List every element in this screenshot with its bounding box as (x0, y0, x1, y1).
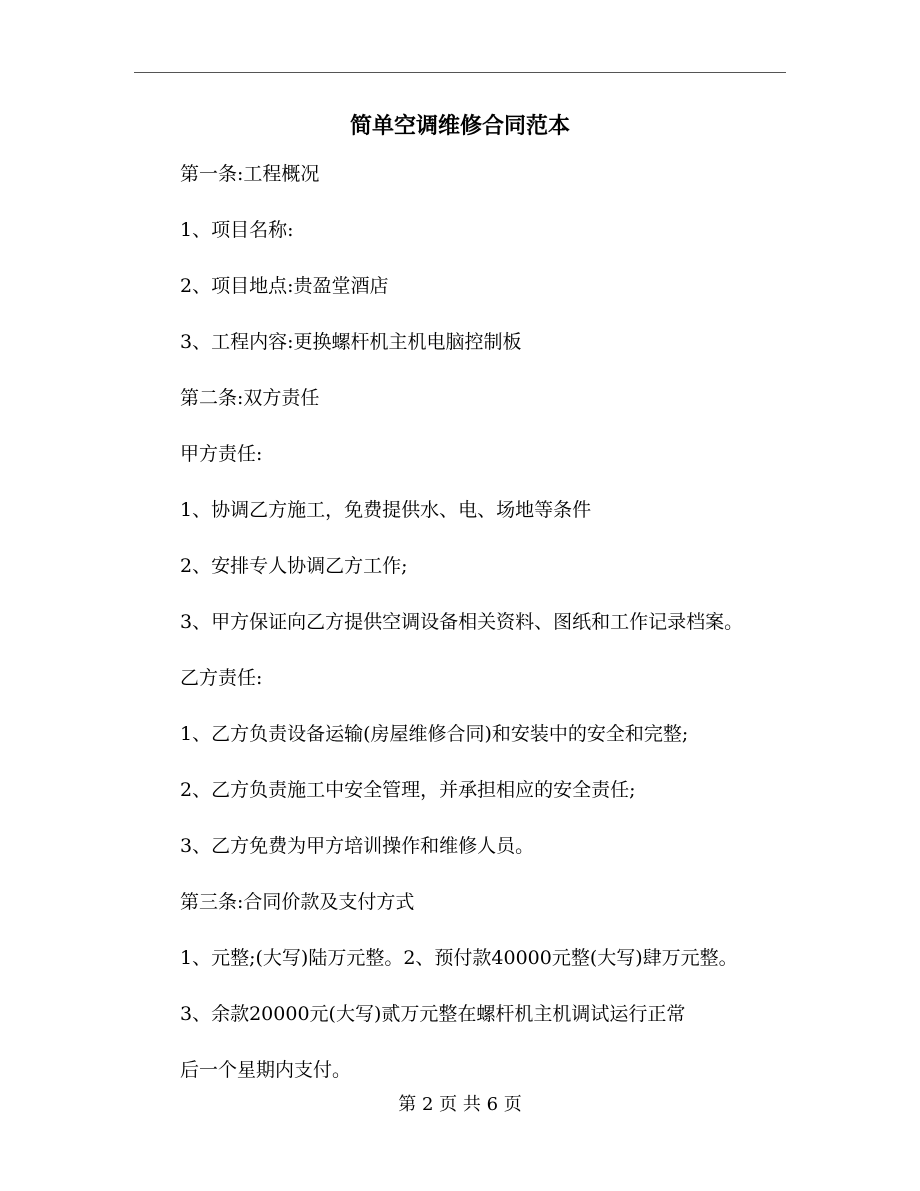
paragraph-line: 2、乙方负责施工中安全管理，并承担相应的安全责任; (180, 779, 636, 801)
section-heading-3: 第三条:合同价款及支付方式 (180, 891, 415, 913)
section-heading-2: 第二条:双方责任 (180, 387, 320, 409)
paragraph-line: 1、元整;(大写)陆万元整。2、预付款40000元整(大写)肆万元整。 (180, 947, 738, 969)
paragraph-line: 3、乙方免费为甲方培训操作和维修人员。 (180, 835, 535, 857)
paragraph-line: 2、安排专人协调乙方工作; (180, 555, 408, 577)
page-footer: 第 2 页 共 6 页 (398, 1094, 522, 1115)
paragraph-line: 1、乙方负责设备运输(房屋维修合同)和安装中的安全和完整; (180, 723, 689, 745)
paragraph-line: 2、项目地点:贵盈堂酒店 (180, 275, 389, 297)
paragraph-line: 3、工程内容:更换螺杆机主机电脑控制板 (180, 331, 522, 353)
section-heading-1: 第一条:工程概况 (180, 163, 320, 185)
header-rule (134, 72, 786, 73)
paragraph-line: 1、协调乙方施工，免费提供水、电、场地等条件 (180, 499, 592, 521)
paragraph-line: 3、甲方保证向乙方提供空调设备相关资料、图纸和工作记录档案。 (180, 611, 744, 633)
paragraph-line: 1、项目名称: (180, 219, 294, 241)
subheading-party-a: 甲方责任: (180, 443, 263, 465)
paragraph-line: 3、余款20000元(大写)贰万元整在螺杆机主机调试运行正常 (180, 1003, 686, 1025)
document-body (180, 154, 800, 1102)
subheading-party-b: 乙方责任: (180, 667, 263, 689)
paragraph-line: 后一个星期内支付。 (180, 1059, 352, 1081)
document-title: 简单空调维修合同范本 (349, 113, 570, 139)
